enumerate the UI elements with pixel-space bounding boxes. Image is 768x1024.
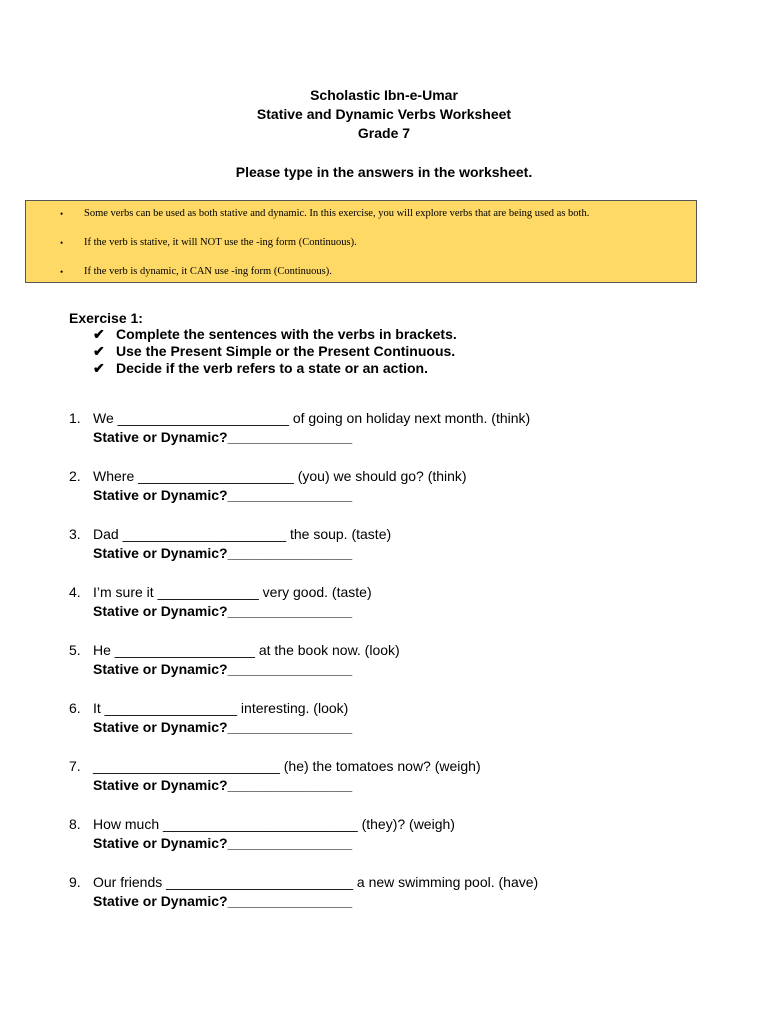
note-text: If the verb is stative, it will NOT use the -ing form (Continuous). [84, 237, 357, 248]
instruction-text: Please type in the answers in the worksheet. [235, 164, 533, 180]
question-number: 3. [69, 526, 81, 542]
question-number: 5. [69, 642, 81, 658]
notes-box [25, 200, 697, 283]
school-name: Scholastic Ibn-e-Umar [310, 87, 458, 103]
question-number: 7. [69, 758, 81, 774]
checkmark-icon: ✔ [93, 360, 105, 376]
stative-dynamic-answer[interactable]: Stative or Dynamic?________________ [93, 429, 353, 445]
stative-dynamic-answer[interactable]: Stative or Dynamic?________________ [93, 893, 353, 909]
question-prompt[interactable]: Where ____________________ (you) we should go? (think) [93, 468, 467, 484]
note-text: Some verbs can be used as both stative and dynamic. In this exercise, you will explore verbs that are being used as both. [84, 208, 590, 219]
bullet-icon: • [60, 238, 64, 248]
stative-dynamic-answer[interactable]: Stative or Dynamic?________________ [93, 777, 353, 793]
step-item [93, 343, 457, 360]
question-prompt[interactable]: ________________________ (he) the tomatoes now? (weigh) [93, 758, 481, 774]
question-number: 9. [69, 874, 81, 890]
checkmark-icon: ✔ [93, 343, 105, 359]
question-prompt[interactable]: We ______________________ of going on holiday next month. (think) [93, 410, 531, 426]
stative-dynamic-answer[interactable]: Stative or Dynamic?________________ [93, 545, 353, 561]
step-text: Use the Present Simple or the Present Continuous. [116, 343, 456, 359]
stative-dynamic-answer[interactable]: Stative or Dynamic?________________ [93, 603, 353, 619]
exercise-steps [93, 326, 457, 377]
step-text: Decide if the verb refers to a state or an action. [116, 360, 428, 376]
question-number: 4. [69, 584, 81, 600]
exercise-title: Exercise 1: [69, 310, 143, 326]
question-prompt[interactable]: He __________________ at the book now. (look) [93, 642, 400, 658]
worksheet-header [0, 86, 768, 143]
question-number: 8. [69, 816, 81, 832]
question-prompt[interactable]: Dad _____________________ the soup. (taste) [93, 526, 392, 542]
question-prompt[interactable]: I’m sure it _____________ very good. (taste) [93, 584, 372, 600]
grade-label: Grade 7 [357, 125, 411, 141]
step-text: Complete the sentences with the verbs in brackets. [116, 326, 457, 342]
exercise-heading [69, 310, 143, 327]
step-item [93, 360, 457, 377]
step-item [93, 326, 457, 343]
stative-dynamic-answer[interactable]: Stative or Dynamic?________________ [93, 487, 353, 503]
question-number: 2. [69, 468, 81, 484]
question-prompt[interactable]: Our friends ________________________ a new swimming pool. (have) [93, 874, 539, 890]
stative-dynamic-answer[interactable]: Stative or Dynamic?________________ [93, 835, 353, 851]
question-number: 1. [69, 410, 81, 426]
bullet-icon: • [60, 209, 64, 219]
stative-dynamic-answer[interactable]: Stative or Dynamic?________________ [93, 661, 353, 677]
stative-dynamic-answer[interactable]: Stative or Dynamic?________________ [93, 719, 353, 735]
question-prompt[interactable]: How much _________________________ (they)? (weigh) [93, 816, 455, 832]
checkmark-icon: ✔ [93, 326, 105, 342]
worksheet-title: Stative and Dynamic Verbs Worksheet [256, 106, 512, 122]
question-prompt[interactable]: It _________________ interesting. (look) [93, 700, 349, 716]
question-number: 6. [69, 700, 81, 716]
note-text: If the verb is dynamic, it CAN use -ing form (Continuous). [84, 266, 332, 277]
bullet-icon: • [60, 267, 64, 277]
